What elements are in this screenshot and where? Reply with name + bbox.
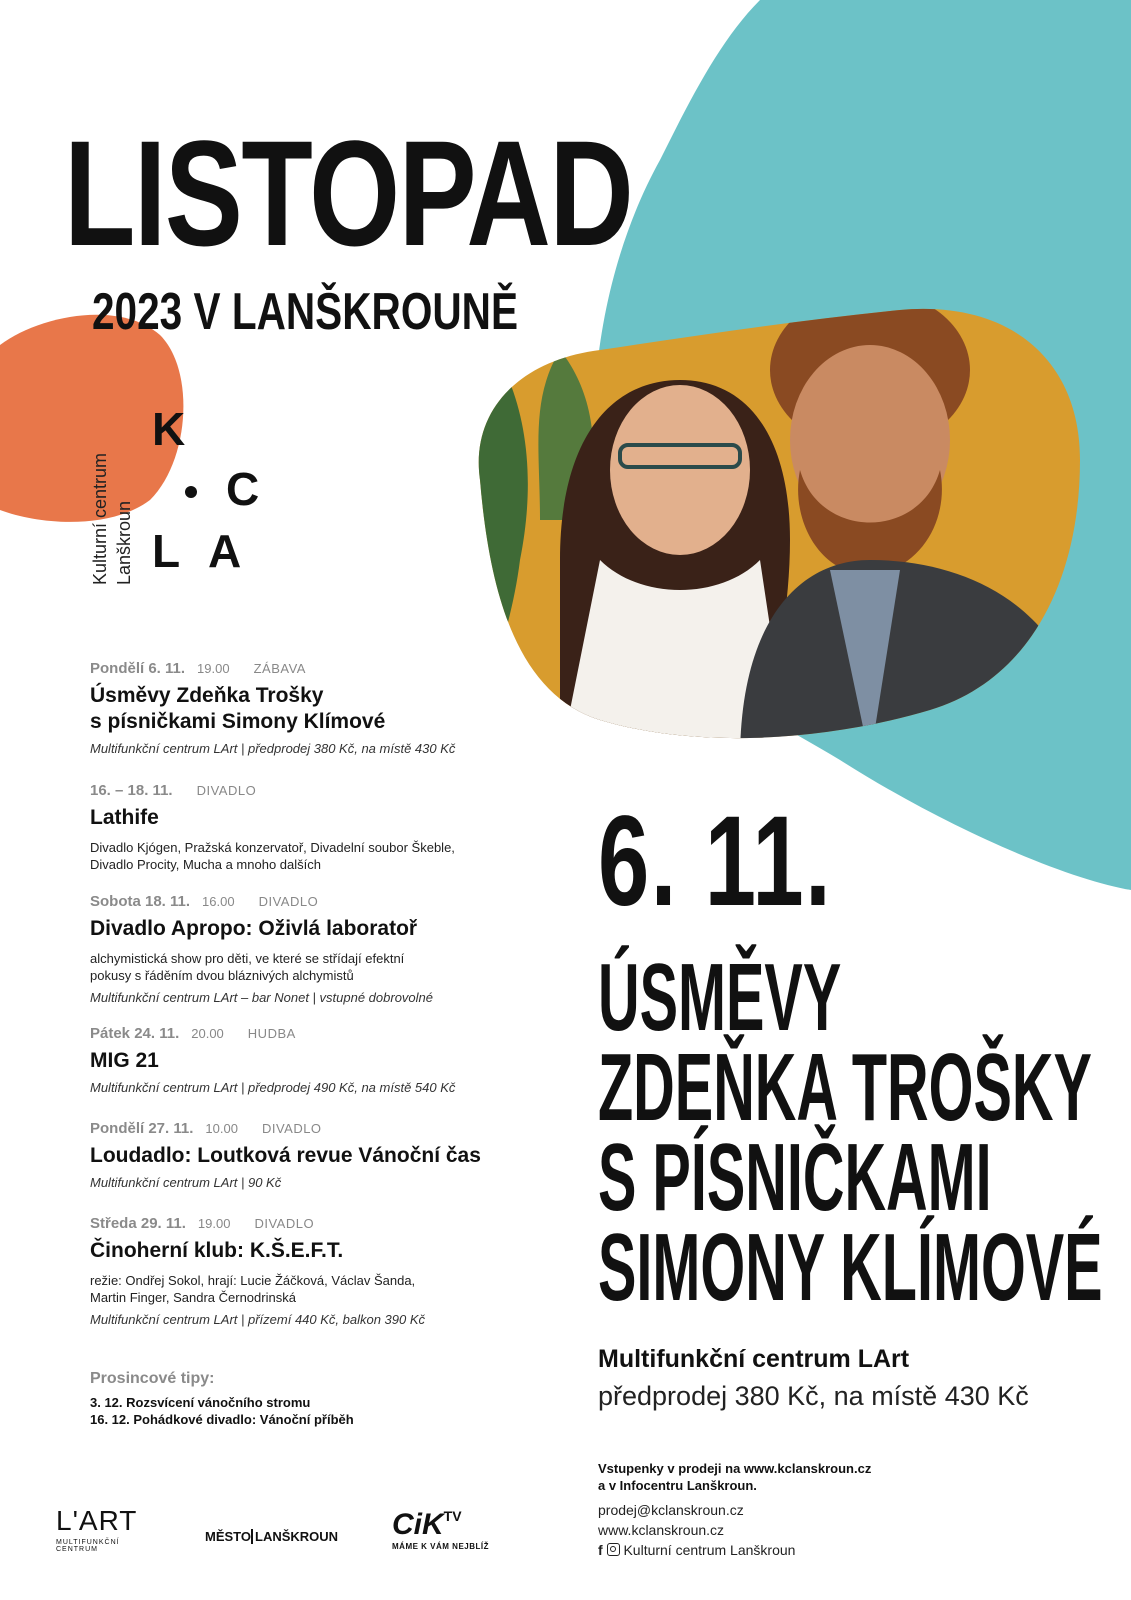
facebook-icon[interactable]: f [598, 1542, 603, 1558]
contact-web[interactable]: www.kclanskroun.cz [598, 1522, 725, 1538]
feature-date: 6. 11. [598, 790, 833, 933]
event-item [90, 660, 560, 756]
event-time: 19.00 [197, 1216, 231, 1231]
event-venue: Multifunkční centrum LArt | přízemí 440 Kč, balkon 390 Kč [90, 1312, 426, 1327]
event-description: Divadlo Kjógen, Pražská konzervatoř, Divadelní soubor Škeble, Divadlo Procity, Mucha a mnoho dalších [90, 840, 455, 872]
tip-item: 16. 12. Pohádkové divadlo: Vánoční příběh [90, 1412, 354, 1427]
logo-letter-l: L [152, 525, 181, 577]
event-item [90, 1215, 560, 1327]
org-name-line1: Kulturní centrum [90, 452, 110, 585]
event-item [90, 1120, 560, 1190]
event-title: Činoherní klub: K.Š.E.F.T. [90, 1239, 344, 1262]
logo-letter-k: K [152, 403, 186, 455]
lart-logo: L'ART MULTIFUNKČNÍ CENTRUM [56, 1505, 138, 1553]
feature-title-line: SIMONY KLÍMOVÉ [598, 1214, 1103, 1321]
event-day: Pátek 24. 11. [90, 1025, 180, 1042]
event-day: Pondělí 27. 11. [90, 1120, 194, 1137]
feature-title-line: ZDEŇKA TROŠKY [598, 1034, 1092, 1141]
event-description: režie: Ondřej Sokol, hrají: Lucie Žáčková, Václav Šanda, Martin Finger, Sandra Černodrinská [90, 1273, 416, 1305]
event-category: HUDBA [247, 1026, 296, 1041]
page-title: LISTOPAD [64, 109, 633, 277]
event-category: DIVADLO [254, 1216, 315, 1231]
logo-dot [185, 486, 197, 498]
feature-price: předprodej 380 Kč, na místě 430 Kč [598, 1381, 1029, 1411]
tickets-info: Vstupenky v prodeji na www.kclanskroun.cz a v Infocentru Lanškroun. [598, 1461, 872, 1493]
feature-venue: Multifunkční centrum LArt [598, 1345, 910, 1373]
event-day: Středa 29. 11. [90, 1215, 186, 1232]
event-category: ZÁBAVA [253, 661, 306, 676]
logo-letter-c: C [226, 463, 260, 515]
cik-tv-logo: CiKTV MÁME K VÁM NEJBLÍŽ [392, 1508, 489, 1551]
tips-heading: Prosincové tipy: [90, 1370, 215, 1387]
instagram-icon[interactable] [607, 1543, 620, 1556]
logo-letter-a: A [208, 525, 242, 577]
feature-title-line: S PÍSNIČKAMI [598, 1124, 992, 1231]
mesto-lanskroun-logo: MĚSTO LANŠKROUN [205, 1529, 339, 1544]
event-venue: Multifunkční centrum LArt | předprodej 490 Kč, na místě 540 Kč [90, 1080, 456, 1095]
event-title: MIG 21 [90, 1049, 159, 1072]
event-title: Divadlo Apropo: Oživlá laboratoř [90, 917, 418, 940]
event-item [90, 782, 560, 873]
page-subtitle: 2023 V LANŠKROUNĚ [92, 283, 519, 341]
event-time: 10.00 [205, 1121, 238, 1136]
event-day: Pondělí 6. 11. [90, 660, 186, 677]
org-name-line2: Lanškroun [114, 500, 134, 585]
event-venue: Multifunkční centrum LArt | 90 Kč [90, 1175, 282, 1190]
event-day: Sobota 18. 11. [90, 893, 191, 910]
tip-item: 3. 12. Rozsvícení vánočního stromu [90, 1395, 311, 1410]
contact-social[interactable]: f Kulturní centrum Lanškroun [598, 1542, 796, 1558]
event-title: Lathife [90, 806, 159, 829]
event-category: DIVADLO [196, 783, 257, 798]
event-description: alchymistická show pro děti, ve které se střídají efektní pokusy s řáděním dvou bláznivých alchymistů [90, 951, 405, 983]
event-venue: Multifunkční centrum LArt – bar Nonet | vstupné dobrovolné [90, 990, 434, 1005]
event-category: DIVADLO [261, 1121, 322, 1136]
feature-title-line: ÚSMĚVY [598, 944, 842, 1051]
event-time: 19.00 [197, 661, 230, 676]
event-title: Loudadlo: Loutková revue Vánoční čas [90, 1144, 481, 1167]
contact-email[interactable]: prodej@kclanskroun.cz [598, 1502, 744, 1518]
event-time: 16.00 [202, 894, 235, 909]
event-venue: Multifunkční centrum LArt | předprodej 380 Kč, na místě 430 Kč [90, 741, 456, 756]
event-day: 16. – 18. 11. [90, 782, 173, 799]
event-time: 20.00 [191, 1026, 224, 1041]
event-item [90, 1025, 560, 1095]
org-name-vertical [88, 453, 136, 585]
event-category: DIVADLO [258, 894, 319, 909]
event-title: Úsměvy Zdeňka Trošky s písničkami Simony Klímové [90, 684, 386, 733]
event-item [90, 893, 560, 1005]
